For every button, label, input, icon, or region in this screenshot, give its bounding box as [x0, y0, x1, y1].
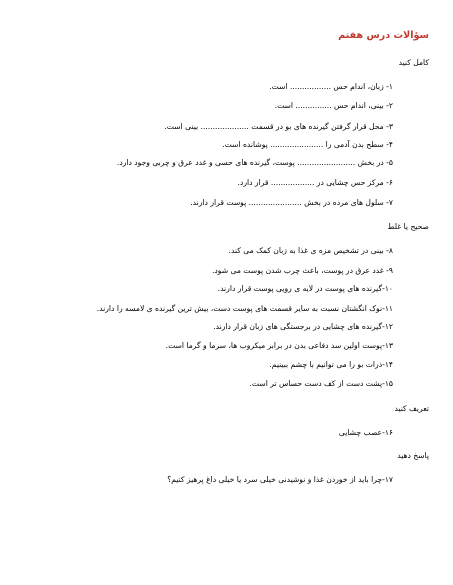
- question-15: ۱۵-پشت دست از کف دست حساس تر است.: [249, 379, 393, 388]
- section-heading-complete: کامل کنید: [398, 58, 429, 67]
- question-13: ۱۳-پوست اولین سد دفاعی بدن در برابر میکروب ها، سرما و گرما است.: [165, 341, 393, 350]
- section-heading-answer: پاسخ دهید: [397, 451, 429, 460]
- question-9: ۹- غدد عرق در پوست، باعث چرب شدن پوست می شود.: [212, 266, 393, 275]
- question-1: ۱- زبان، اندام حس ................. است.: [269, 82, 393, 91]
- question-17: ۱۷-چرا باید از خوردن غذا و نوشیدنی خیلی سرد یا خیلی داغ پرهیز کنیم؟: [167, 475, 393, 484]
- question-5: ۵- در بخش ........................ پوست، گیرنده های حسی و غدد عرق و چربی وجود دارد.: [116, 158, 393, 167]
- section-heading-define: تعریف کنید: [394, 404, 429, 413]
- question-7: ۷- سلول های مرده در بخش ...................... پوست قرار دارند.: [190, 198, 393, 207]
- question-4: ۴- سطح بدن آدمی را ...................... پوشانده است.: [222, 140, 393, 149]
- question-10: ۱۰-گیرنده های پوست در لایه ی رویی پوست قرار دارند.: [217, 284, 393, 293]
- document-title: سؤالات درس هفتم: [338, 30, 429, 41]
- question-11: ۱۱-نوک انگشتان نسبت به سایر قسمت های پوست دست، بیش ترین گیرنده ی لامسه را دارند.: [96, 304, 393, 313]
- section-heading-true-false: صحیح یا غلط: [387, 222, 429, 231]
- question-6: ۶- مرکز حس چشایی در .................. قرار دارد.: [237, 178, 393, 187]
- question-3: ۳- محل قرار گرفتن گیرنده های بو در قسمت .................... بینی است.: [164, 122, 393, 131]
- question-16: ۱۶-عصب چشایی: [338, 428, 393, 437]
- question-14: ۱۴-ذرات بو را می توانیم با چشم ببینیم.: [269, 360, 393, 369]
- question-8: ۸- بینی در تشخیص مزه ی غذا به زبان کمک می کند.: [228, 246, 393, 255]
- question-12: ۱۲-گیرنده های چشایی در برجستگی های زبان قرار دارند.: [213, 322, 393, 331]
- question-2: ۲- بینی، اندام حس ............... است.: [274, 101, 393, 110]
